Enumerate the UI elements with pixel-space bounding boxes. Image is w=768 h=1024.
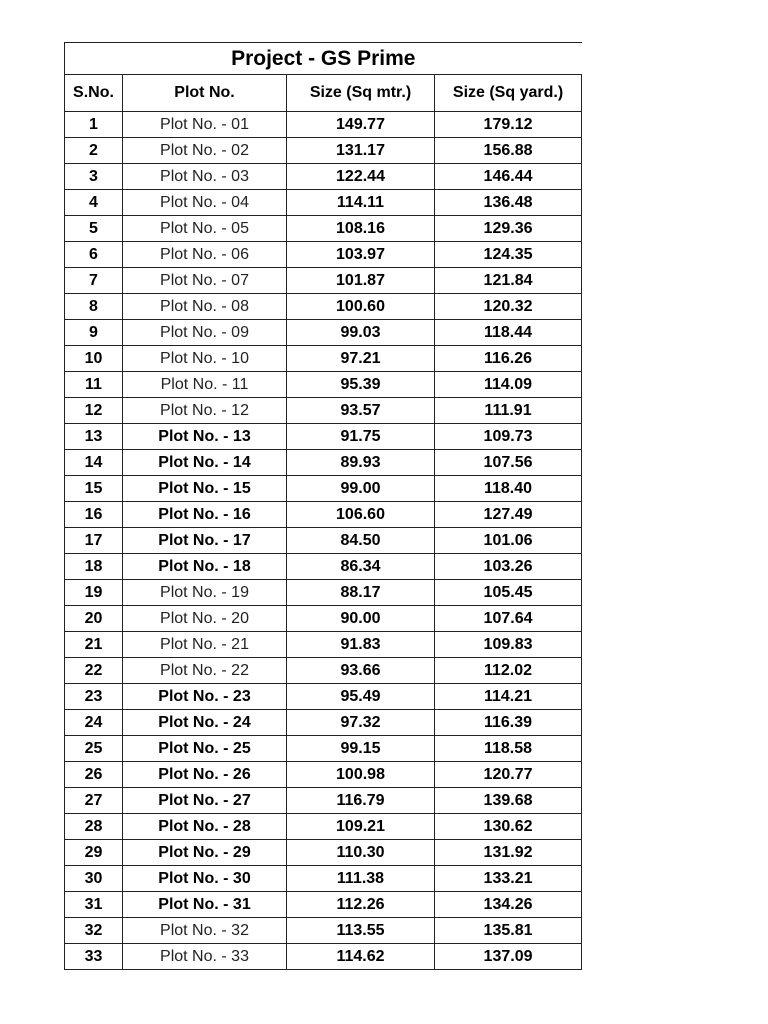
cell-sno: 21: [65, 632, 123, 658]
cell-sno: 8: [65, 294, 123, 320]
cell-sno: 22: [65, 658, 123, 684]
cell-sno: 28: [65, 814, 123, 840]
cell-plot-no: Plot No. - 11: [123, 372, 287, 398]
cell-sno: 15: [65, 476, 123, 502]
cell-sno: 3: [65, 164, 123, 190]
cell-size-sq-yard: 114.09: [435, 372, 582, 398]
cell-size-sq-yard: 136.48: [435, 190, 582, 216]
cell-size-sq-mtr: 100.98: [287, 762, 435, 788]
cell-size-sq-mtr: 116.79: [287, 788, 435, 814]
table-row: [65, 450, 582, 476]
cell-size-sq-mtr: 88.17: [287, 580, 435, 606]
cell-sno: 2: [65, 138, 123, 164]
cell-sno: 6: [65, 242, 123, 268]
cell-sno: 29: [65, 840, 123, 866]
cell-plot-no: Plot No. - 02: [123, 138, 287, 164]
cell-size-sq-mtr: 112.26: [287, 892, 435, 918]
cell-size-sq-mtr: 101.87: [287, 268, 435, 294]
cell-plot-no: Plot No. - 01: [123, 112, 287, 138]
table-row: [65, 398, 582, 424]
cell-size-sq-mtr: 114.62: [287, 944, 435, 970]
cell-plot-no: Plot No. - 05: [123, 216, 287, 242]
cell-plot-no: Plot No. - 15: [123, 476, 287, 502]
header-size-sq-yard: Size (Sq yard.): [435, 75, 582, 112]
cell-plot-no: Plot No. - 29: [123, 840, 287, 866]
cell-size-sq-yard: 120.77: [435, 762, 582, 788]
cell-size-sq-mtr: 106.60: [287, 502, 435, 528]
header-size-sq-mtr: Size (Sq mtr.): [287, 75, 435, 112]
cell-sno: 9: [65, 320, 123, 346]
table-row: [65, 606, 582, 632]
cell-size-sq-mtr: 149.77: [287, 112, 435, 138]
cell-sno: 27: [65, 788, 123, 814]
cell-size-sq-yard: 179.12: [435, 112, 582, 138]
cell-size-sq-yard: 111.91: [435, 398, 582, 424]
cell-size-sq-yard: 124.35: [435, 242, 582, 268]
table-row: [65, 372, 582, 398]
cell-size-sq-yard: 109.73: [435, 424, 582, 450]
cell-size-sq-mtr: 114.11: [287, 190, 435, 216]
table-row: [65, 138, 582, 164]
cell-size-sq-mtr: 95.39: [287, 372, 435, 398]
table-row: [65, 918, 582, 944]
cell-plot-no: Plot No. - 12: [123, 398, 287, 424]
cell-size-sq-yard: 112.02: [435, 658, 582, 684]
cell-plot-no: Plot No. - 30: [123, 866, 287, 892]
cell-size-sq-mtr: 122.44: [287, 164, 435, 190]
table-body: [65, 112, 582, 970]
cell-plot-no: Plot No. - 27: [123, 788, 287, 814]
plot-size-table: [64, 42, 582, 970]
table-row: [65, 762, 582, 788]
cell-plot-no: Plot No. - 19: [123, 580, 287, 606]
cell-plot-no: Plot No. - 20: [123, 606, 287, 632]
cell-plot-no: Plot No. - 31: [123, 892, 287, 918]
cell-size-sq-mtr: 111.38: [287, 866, 435, 892]
table-row: [65, 580, 582, 606]
cell-size-sq-mtr: 109.21: [287, 814, 435, 840]
table-row: [65, 788, 582, 814]
cell-size-sq-yard: 101.06: [435, 528, 582, 554]
cell-size-sq-yard: 139.68: [435, 788, 582, 814]
cell-plot-no: Plot No. - 09: [123, 320, 287, 346]
cell-plot-no: Plot No. - 32: [123, 918, 287, 944]
cell-sno: 31: [65, 892, 123, 918]
cell-size-sq-mtr: 113.55: [287, 918, 435, 944]
cell-plot-no: Plot No. - 22: [123, 658, 287, 684]
cell-sno: 32: [65, 918, 123, 944]
cell-size-sq-yard: 137.09: [435, 944, 582, 970]
cell-plot-no: Plot No. - 06: [123, 242, 287, 268]
cell-size-sq-mtr: 93.66: [287, 658, 435, 684]
cell-plot-no: Plot No. - 28: [123, 814, 287, 840]
cell-size-sq-yard: 134.26: [435, 892, 582, 918]
table-row: [65, 164, 582, 190]
cell-size-sq-yard: 146.44: [435, 164, 582, 190]
cell-plot-no: Plot No. - 04: [123, 190, 287, 216]
cell-sno: 1: [65, 112, 123, 138]
header-plot-no: Plot No.: [123, 75, 287, 112]
cell-size-sq-mtr: 84.50: [287, 528, 435, 554]
table-row: [65, 554, 582, 580]
table-row: [65, 190, 582, 216]
cell-size-sq-yard: 107.56: [435, 450, 582, 476]
cell-sno: 18: [65, 554, 123, 580]
cell-sno: 16: [65, 502, 123, 528]
cell-size-sq-mtr: 97.21: [287, 346, 435, 372]
cell-sno: 24: [65, 710, 123, 736]
cell-sno: 11: [65, 372, 123, 398]
cell-plot-no: Plot No. - 07: [123, 268, 287, 294]
cell-size-sq-mtr: 91.75: [287, 424, 435, 450]
table-row: [65, 216, 582, 242]
cell-size-sq-mtr: 103.97: [287, 242, 435, 268]
cell-plot-no: Plot No. - 16: [123, 502, 287, 528]
cell-size-sq-mtr: 108.16: [287, 216, 435, 242]
cell-sno: 13: [65, 424, 123, 450]
table-row: [65, 502, 582, 528]
table-row: [65, 684, 582, 710]
cell-size-sq-yard: 118.58: [435, 736, 582, 762]
cell-size-sq-mtr: 99.15: [287, 736, 435, 762]
cell-sno: 5: [65, 216, 123, 242]
cell-size-sq-yard: 156.88: [435, 138, 582, 164]
table-row: [65, 814, 582, 840]
cell-sno: 12: [65, 398, 123, 424]
cell-plot-no: Plot No. - 17: [123, 528, 287, 554]
table-row: [65, 294, 582, 320]
cell-plot-no: Plot No. - 10: [123, 346, 287, 372]
table-header-row: [65, 75, 582, 112]
cell-size-sq-yard: 116.39: [435, 710, 582, 736]
cell-sno: 14: [65, 450, 123, 476]
cell-sno: 25: [65, 736, 123, 762]
cell-size-sq-yard: 109.83: [435, 632, 582, 658]
cell-size-sq-yard: 118.44: [435, 320, 582, 346]
cell-size-sq-yard: 107.64: [435, 606, 582, 632]
cell-size-sq-yard: 105.45: [435, 580, 582, 606]
cell-size-sq-mtr: 99.03: [287, 320, 435, 346]
cell-plot-no: Plot No. - 14: [123, 450, 287, 476]
cell-size-sq-mtr: 97.32: [287, 710, 435, 736]
cell-size-sq-mtr: 131.17: [287, 138, 435, 164]
cell-size-sq-yard: 133.21: [435, 866, 582, 892]
cell-size-sq-yard: 118.40: [435, 476, 582, 502]
cell-size-sq-mtr: 100.60: [287, 294, 435, 320]
table-row: [65, 632, 582, 658]
cell-sno: 19: [65, 580, 123, 606]
cell-size-sq-mtr: 95.49: [287, 684, 435, 710]
cell-plot-no: Plot No. - 25: [123, 736, 287, 762]
header-sno: S.No.: [65, 75, 123, 112]
table-row: [65, 840, 582, 866]
cell-size-sq-yard: 135.81: [435, 918, 582, 944]
cell-size-sq-mtr: 86.34: [287, 554, 435, 580]
cell-plot-no: Plot No. - 13: [123, 424, 287, 450]
cell-plot-no: Plot No. - 33: [123, 944, 287, 970]
table-row: [65, 268, 582, 294]
cell-sno: 30: [65, 866, 123, 892]
cell-size-sq-yard: 116.26: [435, 346, 582, 372]
table-row: [65, 892, 582, 918]
cell-size-sq-mtr: 99.00: [287, 476, 435, 502]
table-row: [65, 424, 582, 450]
cell-sno: 20: [65, 606, 123, 632]
cell-size-sq-yard: 121.84: [435, 268, 582, 294]
cell-size-sq-mtr: 89.93: [287, 450, 435, 476]
table-row: [65, 658, 582, 684]
cell-sno: 17: [65, 528, 123, 554]
cell-size-sq-yard: 130.62: [435, 814, 582, 840]
table-title-row: [65, 43, 582, 75]
table-row: [65, 476, 582, 502]
cell-plot-no: Plot No. - 18: [123, 554, 287, 580]
cell-plot-no: Plot No. - 24: [123, 710, 287, 736]
table-row: [65, 112, 582, 138]
cell-size-sq-yard: 127.49: [435, 502, 582, 528]
table-row: [65, 320, 582, 346]
cell-plot-no: Plot No. - 03: [123, 164, 287, 190]
table-row: [65, 528, 582, 554]
cell-sno: 10: [65, 346, 123, 372]
table-row: [65, 866, 582, 892]
cell-plot-no: Plot No. - 08: [123, 294, 287, 320]
cell-plot-no: Plot No. - 26: [123, 762, 287, 788]
table-row: [65, 346, 582, 372]
cell-sno: 7: [65, 268, 123, 294]
cell-size-sq-mtr: 110.30: [287, 840, 435, 866]
cell-plot-no: Plot No. - 23: [123, 684, 287, 710]
cell-size-sq-yard: 103.26: [435, 554, 582, 580]
cell-sno: 33: [65, 944, 123, 970]
cell-size-sq-yard: 114.21: [435, 684, 582, 710]
cell-sno: 4: [65, 190, 123, 216]
cell-size-sq-mtr: 93.57: [287, 398, 435, 424]
cell-size-sq-mtr: 91.83: [287, 632, 435, 658]
table-title: Project - GS Prime: [65, 43, 582, 75]
cell-plot-no: Plot No. - 21: [123, 632, 287, 658]
cell-size-sq-yard: 129.36: [435, 216, 582, 242]
table-row: [65, 944, 582, 970]
cell-size-sq-yard: 131.92: [435, 840, 582, 866]
cell-sno: 23: [65, 684, 123, 710]
cell-size-sq-yard: 120.32: [435, 294, 582, 320]
table-row: [65, 710, 582, 736]
table-row: [65, 242, 582, 268]
cell-size-sq-mtr: 90.00: [287, 606, 435, 632]
table-row: [65, 736, 582, 762]
cell-sno: 26: [65, 762, 123, 788]
